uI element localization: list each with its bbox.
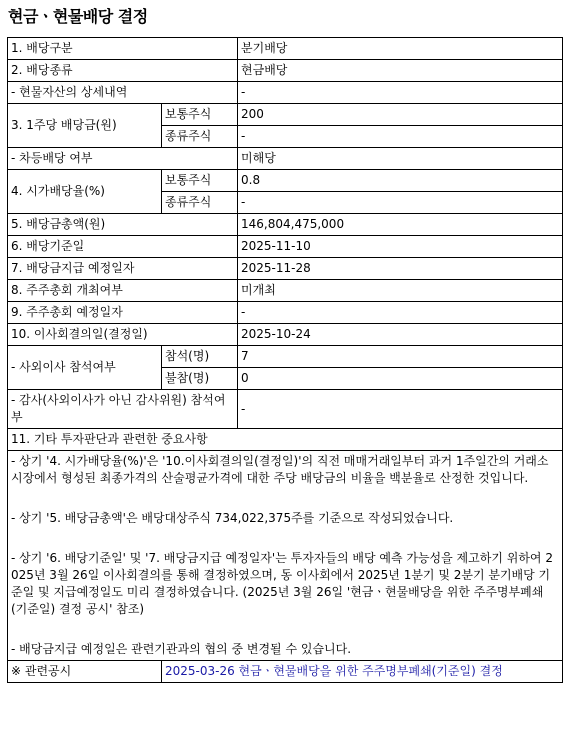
table-row (8, 38, 563, 60)
note-paragraph: - 배당금지급 예정일은 관련기관과의 협의 중 변경될 수 있습니다. (11, 642, 352, 656)
table-row (8, 451, 563, 661)
row-sublabel: 종류주식 (162, 126, 238, 148)
row-value: 200 (238, 104, 563, 126)
row-sublabel: 불참(명) (162, 368, 238, 390)
row-value: 2025-11-10 (238, 236, 563, 258)
row-value: - (238, 82, 563, 104)
row-value: 7 (238, 346, 563, 368)
row-value: 현금배당 (238, 60, 563, 82)
section-heading: 11. 기타 투자판단과 관련한 중요사항 (8, 429, 563, 451)
row-label: 9. 주주총회 예정일자 (8, 302, 238, 324)
row-sublabel: 보통주식 (162, 170, 238, 192)
table-row (8, 302, 563, 324)
table-row (8, 170, 563, 192)
row-sublabel: 종류주식 (162, 192, 238, 214)
table-row (8, 661, 563, 683)
related-disclosure-link[interactable]: 2025-03-26 현금ㆍ현물배당을 위한 주주명부폐쇄(기준일) 결정 (162, 661, 563, 683)
table-row (8, 236, 563, 258)
row-label: 10. 이사회결의일(결정일) (8, 324, 238, 346)
row-label: - 현물자산의 상세내역 (8, 82, 238, 104)
row-value: - (238, 390, 563, 429)
row-label: - 차등배당 여부 (8, 148, 238, 170)
note-paragraph: - 상기 '6. 배당기준일' 및 '7. 배당금지급 예정일자'는 투자자들의 배당 예측 가능성을 제고하기 위하여 2025년 3월 26일 이사회결의를 통해 결정하였으며, 동 이사회에서 2025년 1분기 및 2분기 분기배당 기준일 및 지급예정일도 미리 결정하였습니다. (2025년 3월 26일 '현금ㆍ현물배당을 위한 주주명부폐쇄(기준일) 결정 공시' 참조) (11, 551, 553, 616)
page-title: 현금ㆍ현물배당 결정 (8, 7, 148, 26)
table-row (8, 429, 563, 451)
row-label: 4. 시가배당율(%) (8, 170, 162, 214)
row-value: 146,804,475,000 (238, 214, 563, 236)
row-label: 5. 배당금총액(원) (8, 214, 238, 236)
row-value: - (238, 126, 563, 148)
note-paragraph: - 상기 '5. 배당금총액'은 배당대상주식 734,022,375주를 기준으로 작성되었습니다. (11, 511, 454, 525)
row-label: 3. 1주당 배당금(원) (8, 104, 162, 148)
disclosure-table (7, 37, 563, 683)
table-row (8, 82, 563, 104)
row-value: 2025-11-28 (238, 258, 563, 280)
row-label: - 감사(사외이사가 아닌 감사위원) 참석여부 (8, 390, 238, 429)
notes-cell (8, 451, 563, 661)
table-row (8, 104, 563, 126)
row-value: 미해당 (238, 148, 563, 170)
row-label: 6. 배당기준일 (8, 236, 238, 258)
row-label: 7. 배당금지급 예정일자 (8, 258, 238, 280)
table-row (8, 346, 563, 368)
related-label: ※ 관련공시 (8, 661, 162, 683)
note-paragraph: - 상기 '4. 시가배당율(%)'은 '10.이사회결의일(결정일)'의 직전 매매거래일부터 과거 1주일간의 거래소시장에서 형성된 최종가격의 산술평균가격에 대한 주당 배당금의 비율을 백분율로 산정한 것입니다. (11, 454, 549, 485)
row-value: 0 (238, 368, 563, 390)
row-label: - 사외이사 참석여부 (8, 346, 162, 390)
table-row (8, 258, 563, 280)
table-row (8, 280, 563, 302)
row-value: - (238, 192, 563, 214)
table-row (8, 214, 563, 236)
row-sublabel: 보통주식 (162, 104, 238, 126)
row-value: 미개최 (238, 280, 563, 302)
row-value: 2025-10-24 (238, 324, 563, 346)
table-row (8, 390, 563, 429)
row-sublabel: 참석(명) (162, 346, 238, 368)
row-value: 0.8 (238, 170, 563, 192)
row-label: 2. 배당종류 (8, 60, 238, 82)
table-row (8, 324, 563, 346)
table-row (8, 60, 563, 82)
row-value: 분기배당 (238, 38, 563, 60)
row-label: 8. 주주총회 개최여부 (8, 280, 238, 302)
row-value: - (238, 302, 563, 324)
table-row (8, 148, 563, 170)
row-label: 1. 배당구분 (8, 38, 238, 60)
